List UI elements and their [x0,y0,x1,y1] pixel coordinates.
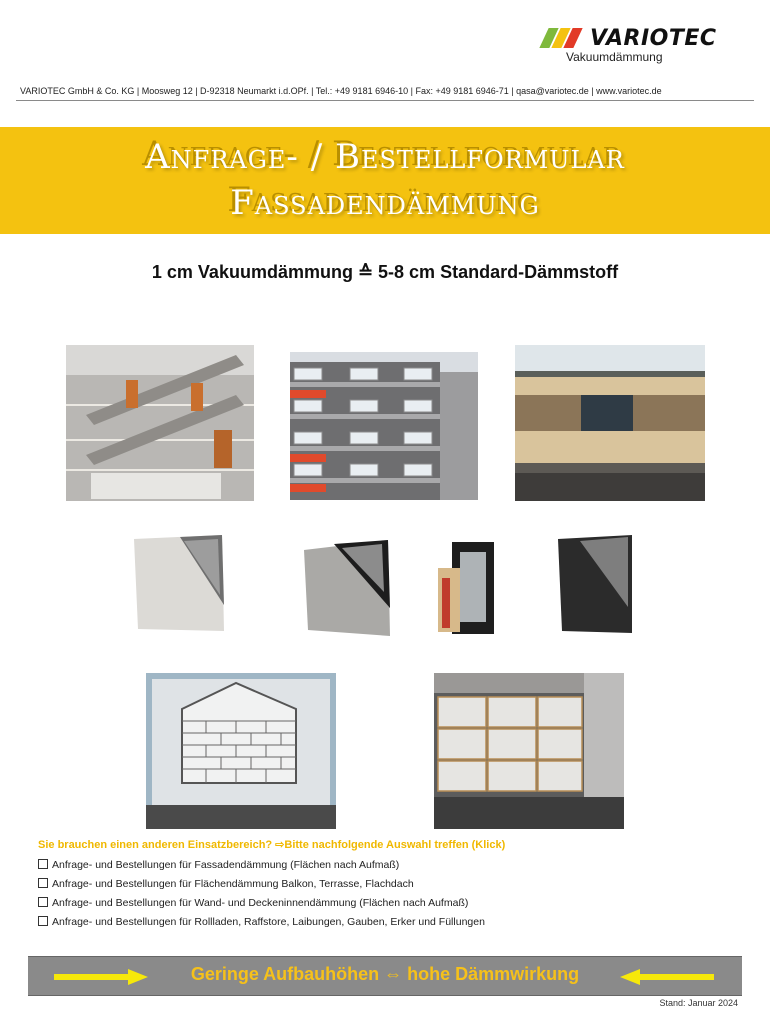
page-title: Anfrage- / Bestellformular [145,137,625,177]
option-flaechendaemmung[interactable] [38,875,485,894]
selection-question: Sie brauchen einen anderen Einsatzbereich? ⇨Bitte nachfolgende Auswahl treffen (Klick) [38,839,506,851]
option-fassadendaemmung[interactable] [38,856,485,875]
staircase-photo [66,345,254,501]
facade-window-photo [515,345,705,501]
company-address: VARIOTEC GmbH & Co. KG | Moosweg 12 | D-92318 Neumarkt i.d.OPf. | Tel.: +49 9181 6946-10 | Fax: +49 9181 6946-71 | qasa@variotec.de | www.variotec.de [20,86,662,96]
wall-installation-photo [434,673,624,829]
option-label: Anfrage- und Bestellungen für Rollladen, Raffstore, Laibungen, Gauben, Erker und Füllungen [52,916,485,928]
checkbox[interactable] [38,897,48,907]
option-label: Anfrage- und Bestellungen für Flächendämmung Balkon, Terrasse, Flachdach [52,878,414,890]
arrow-left-icon [620,969,714,985]
logo-wordmark: VARIOTEC [590,26,717,51]
slogan-text: Geringe Aufbauhöhen ⇔ hohe Dämmwirkung [190,964,580,984]
title-banner [0,127,770,234]
brick-wall-photo [146,673,336,829]
variotec-logo [540,24,730,66]
panel-sample-3-photo [434,538,496,642]
document-date: Stand: Januar 2024 [659,998,738,1008]
facade-building-photo [290,352,478,500]
panel-sample-2-photo [298,540,394,640]
option-innendaemmung[interactable] [38,894,485,913]
checkbox[interactable] [38,916,48,926]
page-subtitle: 1 cm Vakuumdämmung ≙ 5-8 cm Standard-Dämmstoff [151,262,619,282]
slogan-band [28,956,742,996]
header-divider [16,100,754,101]
checkbox[interactable] [38,859,48,869]
selection-options [38,856,485,932]
checkbox[interactable] [38,878,48,888]
page-title-line-2: Fassadendämmung [230,183,540,223]
logo-subtitle: Vakuumdämmung [566,50,663,64]
panel-sample-4-photo [556,535,634,637]
option-label: Anfrage- und Bestellungen für Wand- und Deckeninnendämmung (Flächen nach Aufmaß) [52,897,469,909]
panel-sample-1-photo [134,535,226,633]
option-rollladen[interactable] [38,913,485,932]
option-label: Anfrage- und Bestellungen für Fassadendämmung (Flächen nach Aufmaß) [52,859,400,871]
